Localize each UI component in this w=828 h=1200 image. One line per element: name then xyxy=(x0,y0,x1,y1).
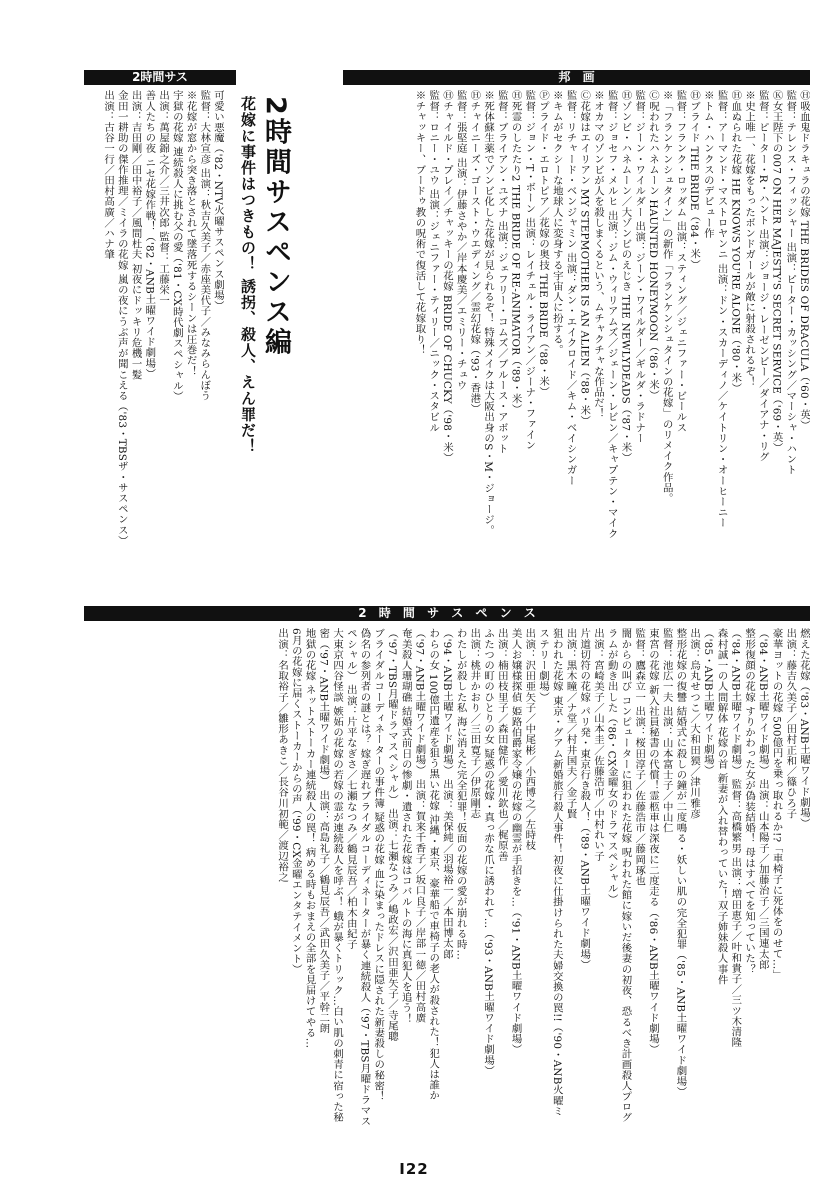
list-item: ペシャル） 出演：片平なぎさ／七瀬なつみ／鶴見辰吾／柏木由紀子 xyxy=(344,628,357,950)
list-item: （'97・TBS月曜ドラマスペシャル） 出演：七瀬なつみ／嶋政宏／沢田亜矢子／寺尾聰 xyxy=(385,628,398,1042)
list-item: 監督：ジョン・T・ボーン 出演：レイチェル・ライアン／ジーナ・ファイン xyxy=(523,90,536,451)
suspense-list-bottom xyxy=(84,628,810,1148)
list-item: 監督：テレンス・フィッシャー 出演：ピーター・カッシング／マーシャ・ハント xyxy=(784,90,797,476)
list-item: （'84・ANB土曜ワイド劇場） 出演：山本陽子／加藤治子／三国連太郎 xyxy=(756,628,769,970)
list-item: 監督：鷹森立一 出演：桜田淳子／佐藤浩市／藤岡琢也 xyxy=(633,628,646,886)
list-item: （'85・ANB土曜ワイド劇場） xyxy=(701,628,714,776)
list-item: ※花嫁が窓から突き落とされて墜落死するシーンは圧巻だ！ xyxy=(184,90,197,377)
list-item: 整形復顔の花嫁 すりかわった女が偽装結婚！ 母はすべてを知っていた？ xyxy=(743,628,756,975)
list-item: Ⓗチャイルド・プレイ／チャッキーの花嫁 BRIDE OF CHUCKY（'98・米） xyxy=(440,90,453,463)
list-item: 大東京四谷怪談 嫉妬の花嫁の若嫁の霊が連続殺人を呼ぶ！ 蛾が暴くトリック…白い肌の刺青に宿った秘 xyxy=(331,628,344,1123)
list-item: 燃えた花嫁（'83・ANB土曜ワイド劇場） xyxy=(798,628,810,829)
list-item: 美人お嬢様探偵 姫路伯爵家令嬢の花嫁の幽霊が手招きを…（'91・ANB土曜ワイド劇場） xyxy=(509,628,522,1055)
houga-film-list xyxy=(343,90,810,590)
list-item: Ⓒ呪われたハネムーン HAUNTED HONEYMOON（'86・米） xyxy=(646,90,659,401)
list-item: ※史上唯一、花嫁をもったボンドガールが敵に射殺されるぞ！ xyxy=(743,90,756,387)
list-item: 狙われた花嫁 東京・グアム新婚旅行殺人事件！初夜に仕掛けられた夫婦交換の罠!!（'90・ANB火曜ミ xyxy=(550,628,563,1117)
list-item: 監督：ジョセフ・メルヒ 出演：ジム・ウィリアムズ／ジェーン・レビン／キャプテン・マイク xyxy=(605,90,618,539)
list-item: Ⓗブライド THE BRIDE（'84・米） xyxy=(688,90,701,270)
list-item: 金田一耕助の傑作推理／ミイラの花嫁 嵐の夜にうぶ声が聞こえる（'83・TBSザ・サスペンス） xyxy=(115,90,128,546)
list-item: 6月の花嫁に届くストーカーからの声（'99・CX金曜エンタテイメント） xyxy=(289,628,302,975)
list-item: 出演：楠田枝里子／森田健作／愛川欽也／梶原善 xyxy=(495,628,508,862)
list-item: 整形花嫁の復讐 結婚式に殺しの鐘が二度鳴る・妖しい肌の完全犯罪（'85・ANB土曜ワイド劇場） xyxy=(674,628,687,1098)
list-item: わらの女 100億円遺産を狙う黒い花嫁 沖縄・東京、豪華船で車椅子の老人が殺された！犯人は誰か xyxy=(427,628,440,1101)
list-item: 密（'97・ANB土曜ワイド劇場） 出演：高島礼子／鶴見辰吾／武田久美子／平幹二朗 xyxy=(317,628,330,1034)
list-item: （'94・ANB土曜ワイド劇場） 出演：美保純／羽場裕一／本田博太郎 xyxy=(440,628,453,960)
list-item: わたしが殺した私 海に消えた完全犯罪！仮面の花嫁の愛が崩れる時… xyxy=(454,628,467,961)
list-item: 監督：池広一夫 出演：山本富士子／中山仁 xyxy=(660,628,673,833)
list-item: ブライダルコーディネーターの事件簿 疑惑の花嫁 血に染まったドレスに隠された新妻殺しの秘密！ xyxy=(372,628,385,1102)
list-item: ※チャッキー、ブードゥ教の呪術で復活して花嫁取り！ xyxy=(413,90,426,355)
list-item: 出演：古谷一行／田村高廣／ハナ肇 xyxy=(102,90,115,260)
list-item: ※オカマのゾンビが人を殺しまくるという、ムチャクチャな作品だ！ xyxy=(591,90,604,419)
list-item: （'84・ANB土曜ワイド劇場） 監督：高橋繁男 出演：増田恵子／叶和貴子／三ツ木清隆 xyxy=(729,628,742,1048)
list-item: 出演：宮崎美子／山本圭／佐藤浩市／中村れい子 xyxy=(591,628,604,862)
list-item: Ⓚ女王陛下の007 ON HER MAJESTY'S SECRET SERVICE（'69・英） xyxy=(770,90,783,454)
list-item: Ⓗ血ぬられた花嫁 HE KNOWS YOU'RE ALONE（'80・米） xyxy=(729,90,742,394)
page-title: 2時間サスペンス編 xyxy=(260,96,291,358)
list-item: ふたつの町のひとりの女 疑惑の花嫁・真っ赤な爪に誘われて…（'93・ANB土曜ワイド劇場） xyxy=(482,628,495,1076)
list-item: ステリー劇場） xyxy=(537,628,550,703)
list-item: 善人たちの夜 ニセ花嫁作戦！（'82・ANB土曜ワイド劇場） xyxy=(143,90,156,379)
list-item: 奄美殺人珊瑚礁 結婚式前日の惨劇・遺された花嫁はコバルトの海に真犯人を追う！ xyxy=(399,628,412,1024)
list-item: 可愛い悪魔（'82・NTV火曜サスペンス劇場） xyxy=(212,90,224,312)
list-item: 偽名の参列者の謎とは？ 嫁ぎ遅れブライダルコーディネーターが暴く連続殺人（'97・TBS月曜ドラマス xyxy=(358,628,371,1127)
list-item: 出演：黒木瞳／ナ堂／村井国夫／金子賢 xyxy=(564,628,577,819)
list-item: 豪華ヨットの花嫁 500億円を乗っ取れるか!?「車椅子に死体をのせて…」 xyxy=(770,628,783,981)
list-item: 出演：桃井かおり／三田寛子／伊原剛志 xyxy=(468,628,481,819)
list-item: 片道切符の花嫁 パリ発・東京行き殺人！（'89・ANB土曜ワイド劇場） xyxy=(578,628,591,970)
list-item: 出演：沢田亜矢子／中尾彬／小西博之／左時枝 xyxy=(523,628,536,851)
page-number: I22 xyxy=(399,1160,429,1178)
list-item: 出演：烏丸せつこ／大和田獏／津川雅彦 xyxy=(688,628,701,819)
list-item: ※死体蘇生薬でゾンビ化した花嫁が見られるぞ！ 特殊メイクは大阪出身のS・M・ジョージ。 xyxy=(482,90,495,536)
list-item: Ⓟプライド・エロトピア／花嫁の奥技 THE BRIDE（'88・米） xyxy=(537,90,550,397)
list-item: ラムが動き出した（'86・CX金曜女のドラマスペシャル） xyxy=(605,628,618,905)
list-item: 監督：リチャード・ベンジャミン 出演：ダン・エイクロイド／キム・ベイシンガー xyxy=(564,90,577,486)
list-item: Ⓗ死霊のしたたり2 THE BRIDE OF RE-ANIMATOR（'89・米） xyxy=(509,90,522,415)
list-item: Ⓗ吸血鬼ドラキュラの花嫁 THE BRIDES OF DRACULA（'60・英） xyxy=(798,90,810,431)
list-item: Ⓗチャイニーズ・ゴースト・ウエディング／霊幻花嫁（'93・香港） xyxy=(468,90,481,415)
list-item: ※トム・ハンクスのデビュー作 xyxy=(701,90,714,239)
list-item: 監督：アーマンド・マストロヤンニ 出演：ドン・スカーディノ／ケイトリン・オーヒーニー xyxy=(715,90,728,529)
list-item: Ⓒ花嫁はエイリアン MY STEPMOTHER IS AN ALIEN（'88・米） xyxy=(578,90,591,426)
suspense-list-top xyxy=(84,90,224,590)
list-item: 監督：ピーター・R・ハント 出演：ジョージ・レーゼンビー／ダイアナ・リグ xyxy=(756,90,769,462)
list-item: 東宮の花嫁 新入社員秘書の代償！霊柩車は深夜に二度走る（'86・ANB土曜ワイド劇場） xyxy=(646,628,659,1055)
list-item: ※「フランケンシュタイン」の新作「フランケンシュタインの花嫁」のリメイク作品。 xyxy=(660,90,673,504)
list-item: ※キムがセクシーな地球人に変身する宇宙人に扮する。 xyxy=(550,90,563,355)
list-item: Ⓗゾンビ・ハネムーン／大ゾンビのえじき THE NEWLYDEADS（'87・米） xyxy=(619,90,632,463)
list-item: （'97・ANB土曜ワイド劇場） 出演：賀来千香子／坂口良子／岸部一徳／田村高廣 xyxy=(413,628,426,1023)
list-item: 監督：ブライアン・ユズナ 出演：ジェフリー・コムズ／ブルース・アボット xyxy=(495,90,508,454)
list-item: 監督：ジーン・ワイルダー 出演：ジーン・ワイルダー／ギルダ・ラドナー xyxy=(633,90,646,444)
list-item: 出演：吉田剛／田中裕子／風間杜夫 初夜にドッキリ危機一髪 xyxy=(129,90,142,380)
page-subtitle: 花嫁に事件はつきもの！ 誘拐、殺人、えん罪だ！ xyxy=(239,96,257,455)
list-item: 監督：張堅庭 出演：伊藤さやか／岸本慶美／エミリー・チュウ xyxy=(454,90,467,391)
list-item: 森村誠一の人間解体 花嫁の首 新妻が入れ替わっていた！双子姉妹殺人事件 xyxy=(715,628,728,985)
section-header-houga: 邦 画 xyxy=(343,70,810,85)
list-item: 出演：藤吉久美子／田村正和／篠ひろ子 xyxy=(784,628,797,819)
list-item: 出演：萬屋錦之介／三井次郎 監督：工藤栄一 xyxy=(157,90,170,306)
list-item: 監督：大林宣彦 出演：秋吉久美子／赤座美代子／みなみらんぼう xyxy=(198,90,211,401)
list-item: 監督：ロニー・ユウ 出演：ジェニファー・ティリー／ニック・スタビル xyxy=(427,90,440,433)
list-item: 闇からの叫び コンピューターに狙われた花嫁 呪われた館に嫁いだ後妻の初夜、恐るべき計画殺人プログ xyxy=(619,628,632,1123)
list-item: 地獄の花嫁 ネットストーカー連続殺人の罠！ 病める時もおまえの全部を見届けてやる… xyxy=(303,628,316,1049)
section-header-suspense-top: 2時間サス xyxy=(84,70,236,85)
list-item: 宇獄の花嫁 連続殺人に挑む父の愛（'81・CX時代劇スペシャル） xyxy=(170,90,183,402)
section-header-suspense-bottom: 2 時 間 サ ス ペ ン ス xyxy=(84,606,810,621)
list-item: 出演：名取裕子／雛形あきこ／長谷川初範／渡辺裕之 xyxy=(276,628,289,883)
list-item: 監督：フランク・ロッダム 出演：スティング／ジェニファー・ビールス xyxy=(674,90,687,433)
